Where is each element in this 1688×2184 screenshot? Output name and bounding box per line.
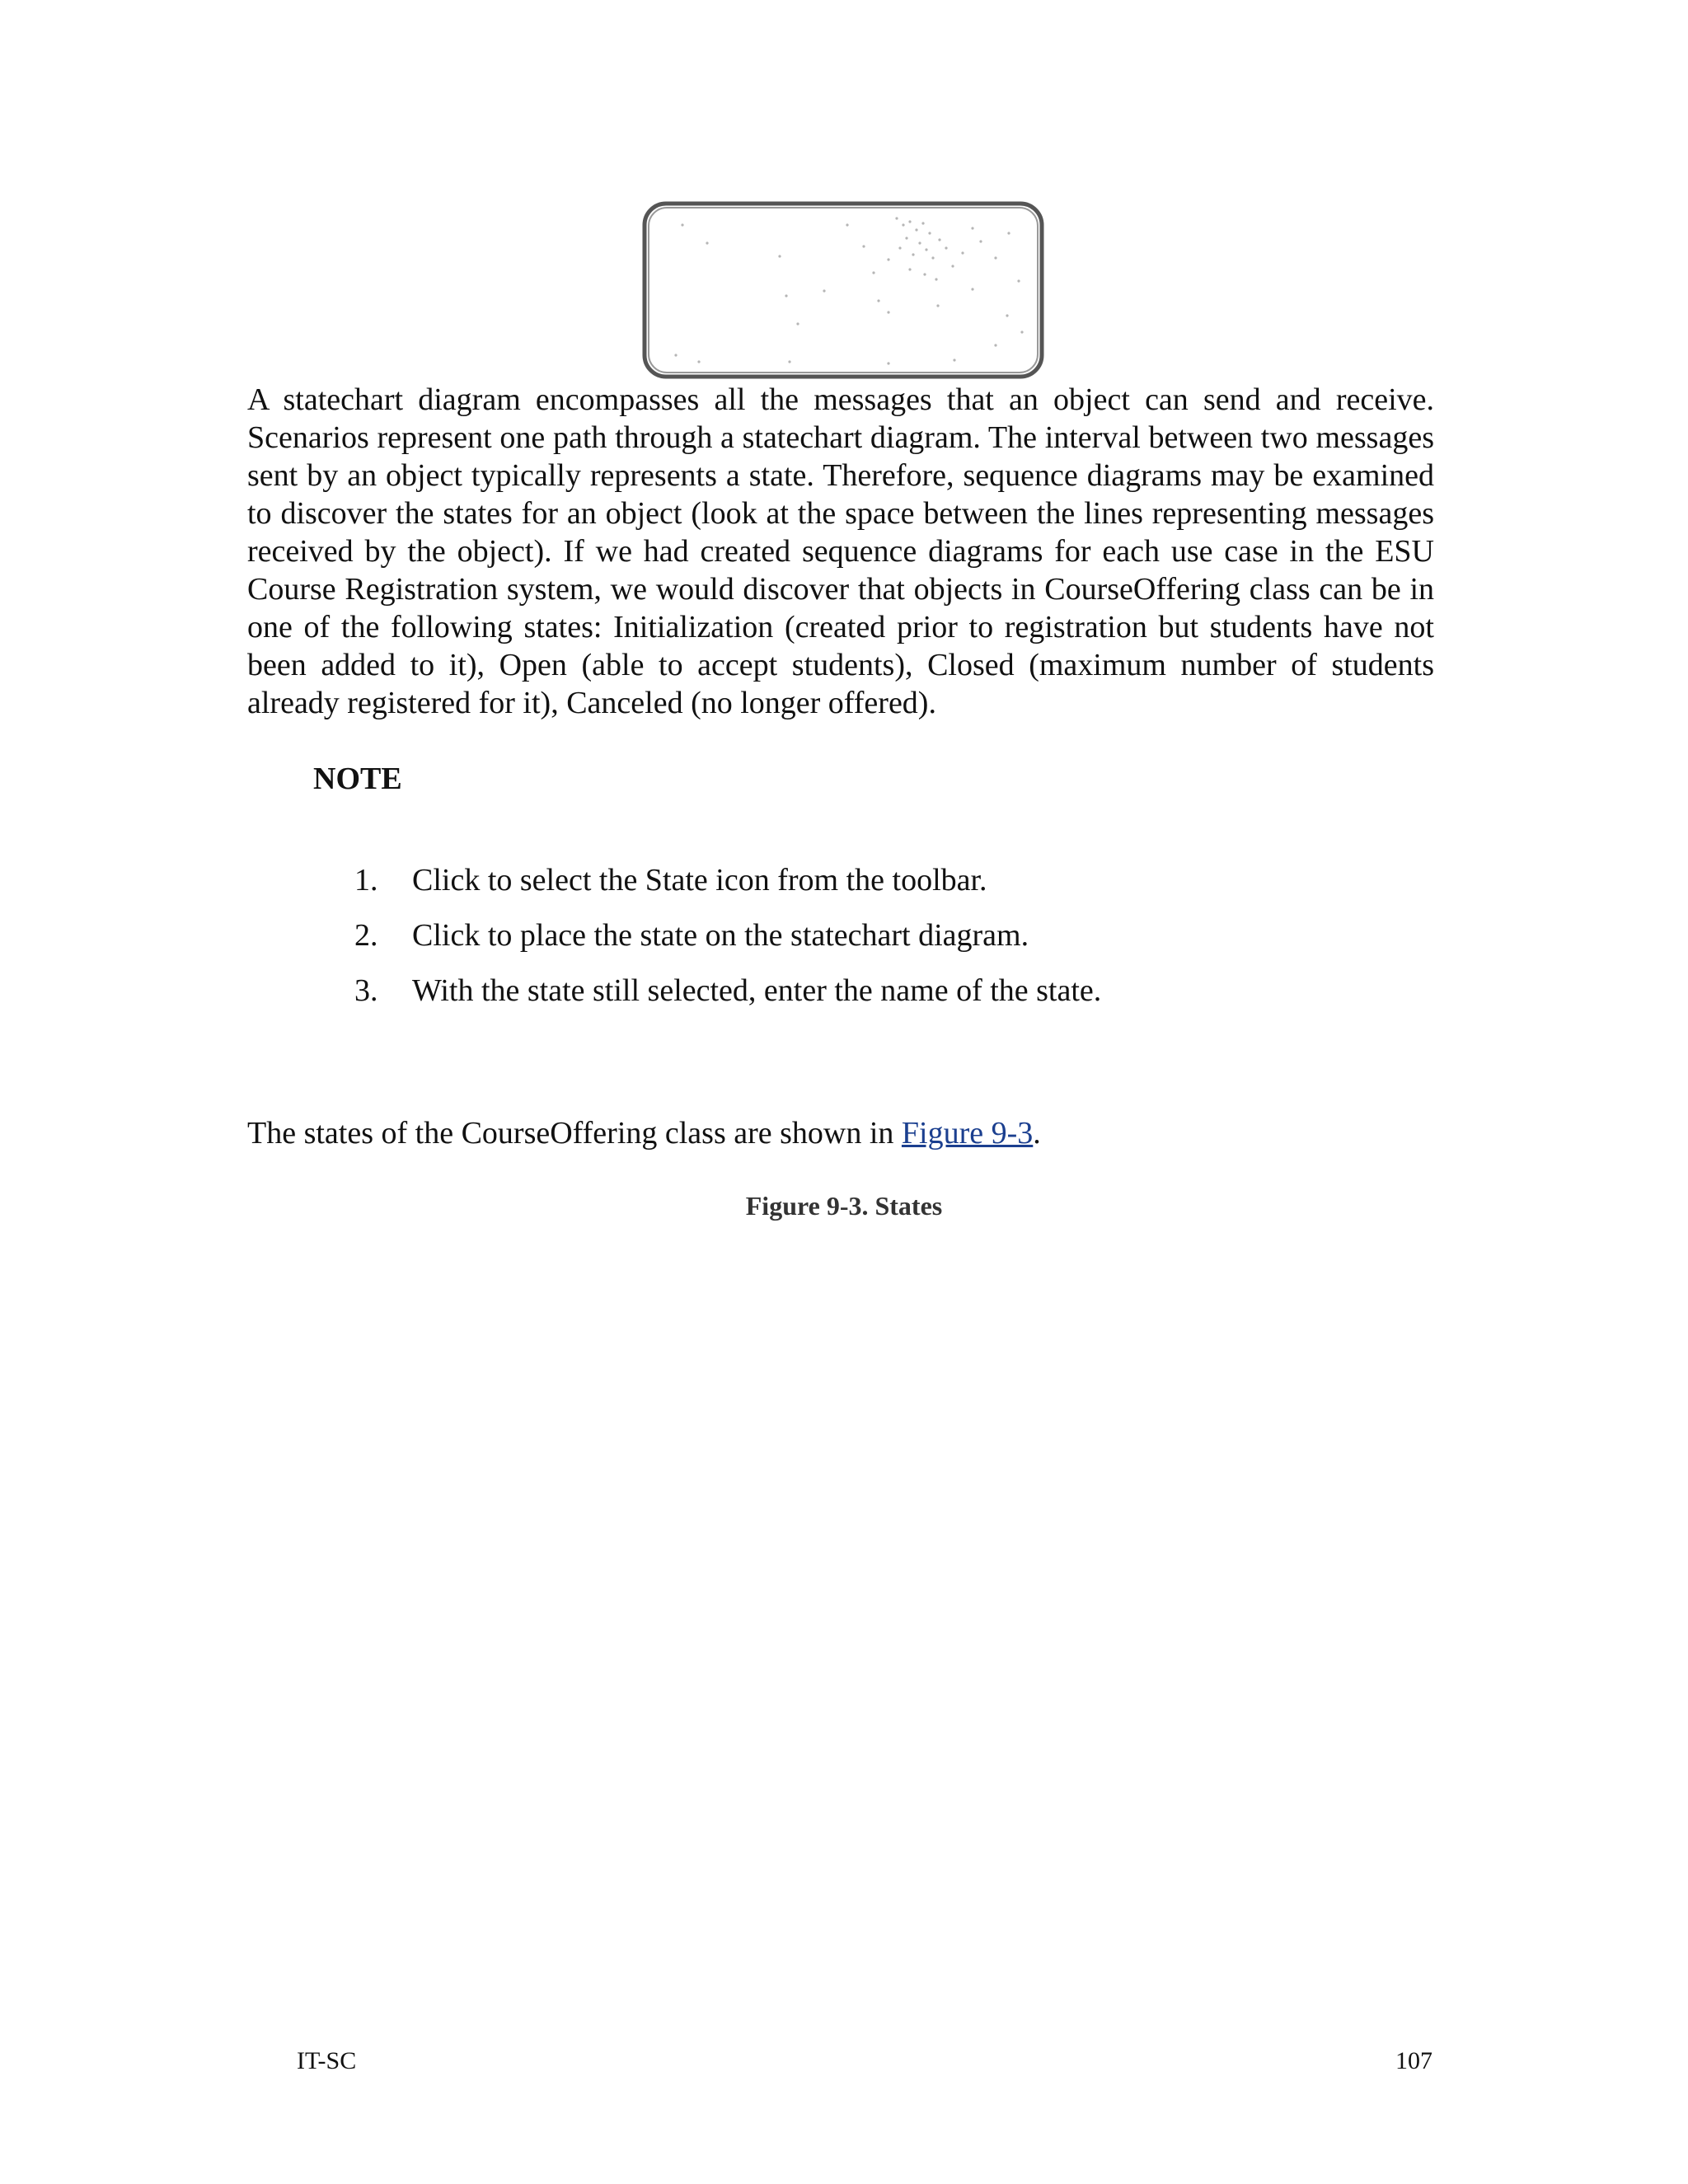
list-item (354, 972, 1426, 1027)
step-text: With the state still selected, enter the name of the state. (412, 973, 1102, 1008)
step-number: 2. (354, 918, 378, 953)
states-sentence-suffix: . (1033, 1116, 1041, 1151)
step-number: 3. (354, 973, 378, 1008)
step-number: 1. (354, 863, 378, 898)
footer-source: IT-SC (297, 2047, 357, 2074)
note-heading: NOTE (313, 762, 402, 796)
step-text: Click to place the state on the statechart diagram. (412, 918, 1029, 953)
steps-list (354, 861, 1426, 1027)
step-text: Click to select the State icon from the toolbar. (412, 863, 987, 898)
list-item (354, 861, 1426, 916)
page-number: 107 (1395, 2047, 1432, 2074)
states-sentence-prefix: The states of the CourseOffering class are shown in (247, 1116, 902, 1151)
list-item (354, 916, 1426, 972)
body-paragraph: A statechart diagram encompasses all the messages that an object can send and receive. Scenarios represent one path through a statechart diagram. The interval between two messages sent by an object typically represents a state. Therefore, sequence diagrams may be examined to discover the states for an object (look at the space between the lines representing messages received by the object). If we had created sequence diagrams for each use case in the ESU Course Registration system, we would discover that objects in CourseOffering class can be in one of the following states: Initialization (created prior to registration but students have not been added to it), Open (able to accept students), Closed (maximum number of students already registered for it), Canceled (no longer offered). (247, 382, 1434, 720)
state-shape-svg (641, 200, 1045, 380)
state-rounded-rectangle (645, 204, 1042, 377)
states-sentence (247, 1114, 1041, 1152)
figure-caption: Figure 9-3. States (745, 1191, 943, 1221)
figure-9-3-link[interactable]: Figure 9-3 (901, 1116, 1034, 1151)
state-icon-image (641, 200, 1045, 380)
